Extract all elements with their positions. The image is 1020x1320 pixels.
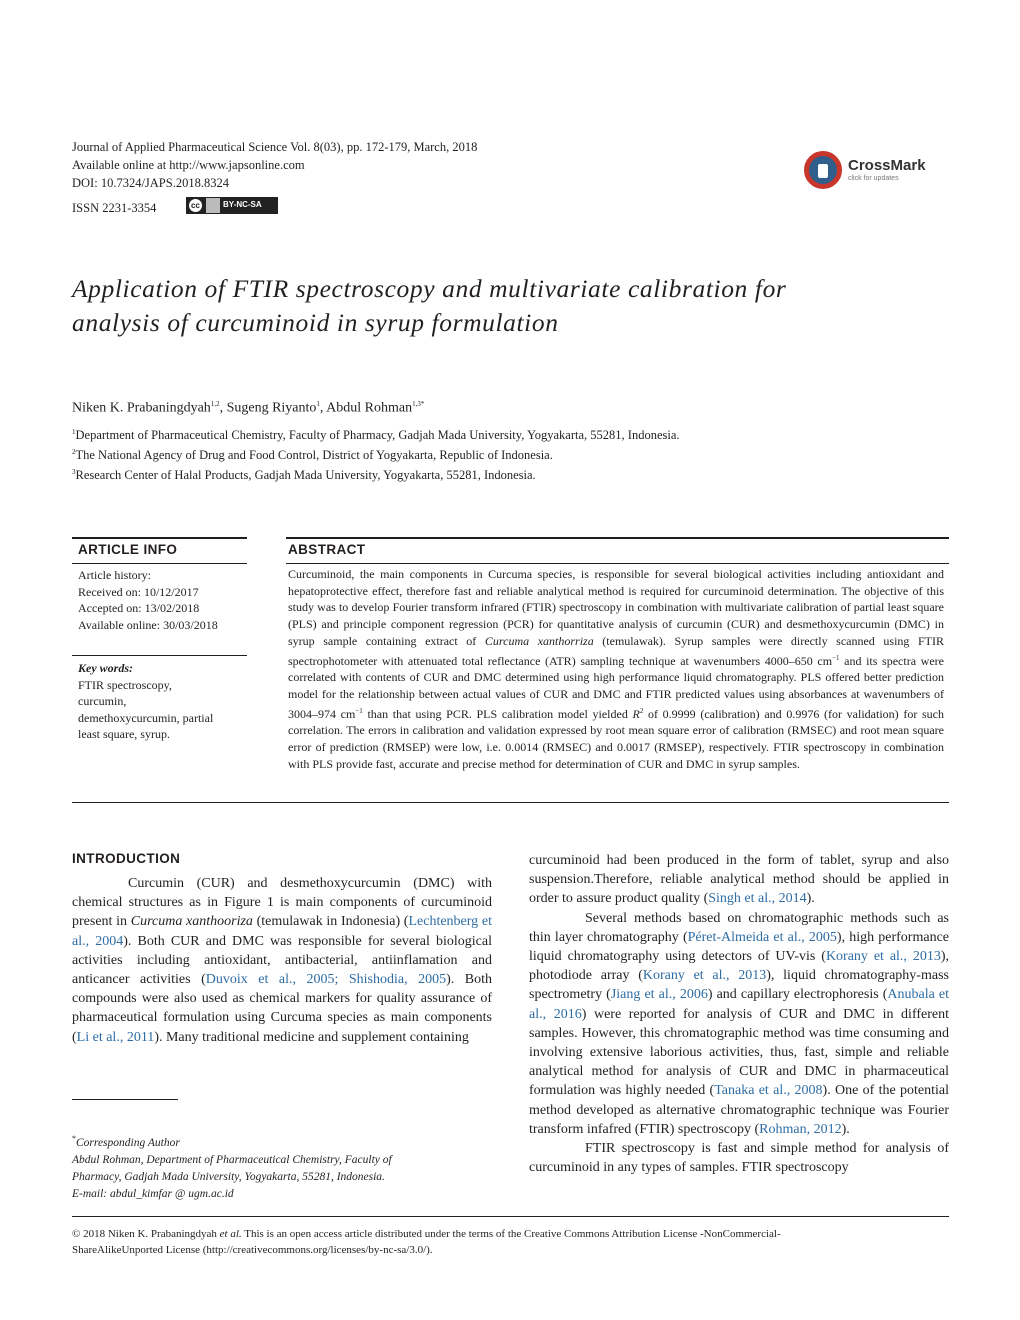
divider	[72, 802, 949, 803]
divider	[72, 1216, 949, 1217]
title-line-2: analysis of curcuminoid in syrup formulation	[72, 308, 559, 337]
issn	[72, 199, 156, 217]
article-info-heading: ARTICLE INFO	[78, 542, 178, 557]
citation-link[interactable]: Péret-Almeida et al., 2005	[687, 929, 837, 945]
citation-link[interactable]: Singh et al., 2014	[708, 891, 807, 907]
journal-url[interactable]: Available online at http://www.japsonline.com	[72, 158, 305, 172]
citation-link[interactable]: Rohman, 2012	[759, 1121, 842, 1137]
divider	[72, 655, 247, 656]
intro-heading: INTRODUCTION	[72, 851, 181, 866]
crossmark-icon	[804, 151, 842, 189]
intro-left-text: Curcumin (CUR) and desmethoxycurcumin (DMC) with chemical structures as in Figure 1 is main components of curcuminoid present in Curcuma xanthooriza (temulawak in Indonesia) (Lechtenberg et al., 2004). Both CUR and DMC was responsible for several biological activities including antioxidant, antibacterial, antiinflamation and anticancer activities (Duvoix et al., 2005; Shishodia, 2005). Both compounds were also used as chemical markers for quality assurance of pharmaceutical formulation using Curcuma species as main components (Li et al., 2011). Many traditional medicine and supplement containing	[72, 876, 493, 1045]
doi[interactable]: DOI: 10.7324/JAPS.2018.8324	[72, 176, 229, 190]
affiliation-3: $^3$Research Center of Halal Products, Gadjah Mada University, Yogyakarta, 55281, Indonesia.	[72, 468, 536, 483]
citation-link[interactable]: Korany et al., 2013	[642, 968, 767, 984]
citation-link[interactable]: Duvoix et al., 2005; Shishodia, 2005	[205, 972, 447, 988]
divider	[72, 563, 247, 564]
citation-link[interactable]: Korany et al., 2013	[825, 949, 941, 965]
authors: Niken K. Prabaningdyah$^{1,2}$, Sugeng Riyanto$^1$, Abdul Rohman$^{1,3*}$	[72, 400, 425, 416]
license-statement: © 2018 Niken K. Prabaningdyah et al. This is an open access article distributed under the terms of the Creative Commons Attribution License -NonCommercial- ShareAlikeUnported License (http://creativecommons.org/licenses/by-nc-sa/3.0/).	[72, 1228, 781, 1256]
issn-text: ISSN 2231-3354	[72, 201, 157, 215]
crossmark-title: CrossMark	[848, 156, 926, 174]
article-history: Article history: Received on: 10/12/2017 Accepted on: 13/02/2018 Available online: 30/03/2018	[78, 568, 218, 632]
crossmark-sub: click for updates	[848, 174, 899, 182]
keywords: Key words: FTIR spectroscopy, curcumin, demethoxycurcumin, partial least square, syrup.	[78, 661, 214, 742]
intro-right-text: curcuminoid had been produced in the form of tablet, syrup and also suspension.Therefore, reliable analytical method should be applied in order to assure product quality (Singh et al., 2014). Several methods based on chromatographic methods such as thin layer chromatography (Péret-Almeida et al., 2005), high performance liquid chromatography using detectors of UV-vis (Korany et al., 2013), photodiode array (Korany et al., 2013), liquid chromatography-mass spectrometry (Jiang et al., 2006) and capillary electrophoresis (Anubala et al., 2016) were reported for analysis of CUR and DMC in different samples. However, this chromatographic method was time consuming and involving extensive laborious activities, thus, fast, simple and reliable analytical method for analysis of CUR and DMC in pharmaceutical formulation was highly needed (Tanaka et al., 2008). One of the potential method developed as alternative chromatographic technique was Fourier transform infafred (FTIR) spectroscopy (Rohman, 2012). FTIR spectroscopy is fast and simple method for analysis of curcuminoid in any types of samples. FTIR spectroscopy	[529, 853, 950, 1176]
abstract-heading: ABSTRACT	[288, 542, 366, 557]
article-title	[72, 272, 952, 340]
footnote-divider	[72, 1099, 178, 1100]
citation-link[interactable]: Li et al., 2011	[76, 1029, 155, 1045]
title-line-1: Application of FTIR spectroscopy and multivariate calibration for	[72, 274, 787, 303]
affiliation-1: $^1$Department of Pharmaceutical Chemistry, Faculty of Pharmacy, Gadjah Mada University, Yogyakarta, 55281, Indonesia.	[72, 428, 680, 443]
affiliation-2: $^2$The National Agency of Drug and Food Control, District of Yogyakarta, Republic of Indonesia.	[72, 448, 553, 463]
divider	[286, 563, 949, 564]
cc-license-icon[interactable]: cc BY-NC-SA	[186, 197, 278, 214]
divider	[72, 537, 247, 539]
journal-citation: Journal of Applied Pharmaceutical Science Vol. 8(03), pp. 172-179, March, 2018	[72, 140, 478, 154]
license-badge-text: BY-NC-SA	[223, 199, 262, 209]
citation-link[interactable]: Anubala et al., 2016	[529, 987, 949, 1022]
citation-link[interactable]: Tanaka et al., 2008	[714, 1083, 823, 1099]
citation-link[interactable]: Lechtenberg et al., 2004	[72, 914, 492, 949]
abstract-text: Curcuminoid, the main components in Curcuma species, is responsible for several biological activities including antioxidant and hepatoprotective effect, therefore fast and reliable analytical method is required for curcuminoid determination. The objective of this study was to develop Fourier transform infrared (FTIR) spectroscopy in combination with multivariate calibration of partial least square (PLS) and principle component regression (PCR) for quantitative analysis of curcumin (CUR) and desmethoxycurcumin (DMC) in syrup sample containing extract of Curcuma xanthorriza (temulawak). Syrup samples were directly scanned using FTIR spectrophotometer with attenuated total reflectance (ATR) sampling technique at wavenumbers 4000–650 $cm^{-1}$ and its spectra were correlated with contents of CUR and DMC determined using high performance liquid chromatography. PLS offered better prediction model for the relationship between actual values of CUR and DMC and FTIR predicted values using absorbances at wavenumbers of 3004–974 $cm^{-1}$ than that using PCR. PLS calibration model yielded $R^2$ of 0.9999 (calibration) and 0.9976 (for validation) for such correlation. The errors in calibration and validation expressed by root mean square error of calibration (RMSEC) and root mean square error of prediction (RMSEP) were low, i.e. 0.0014 (RMSEC) and 0.0017 (RMSEP), respectively. FTIR spectroscopy in combination with PLS provide fast, accurate and precise method for determination of CUR and DMC in syrup samples.	[288, 567, 944, 771]
divider	[286, 537, 949, 539]
crossmark-button[interactable]	[804, 151, 926, 189]
affiliations	[72, 424, 680, 484]
citation-link[interactable]: Jiang et al., 2006	[610, 987, 708, 1003]
corresponding-author: *Corresponding Author Abdul Rohman, Department of Pharmaceutical Chemistry, Faculty of Pharmacy, Gadjah Mada University, Yogyakarta, 55281, Indonesia. E-mail: abdul_kimfar @ ugm.ac.id	[72, 1134, 392, 1200]
